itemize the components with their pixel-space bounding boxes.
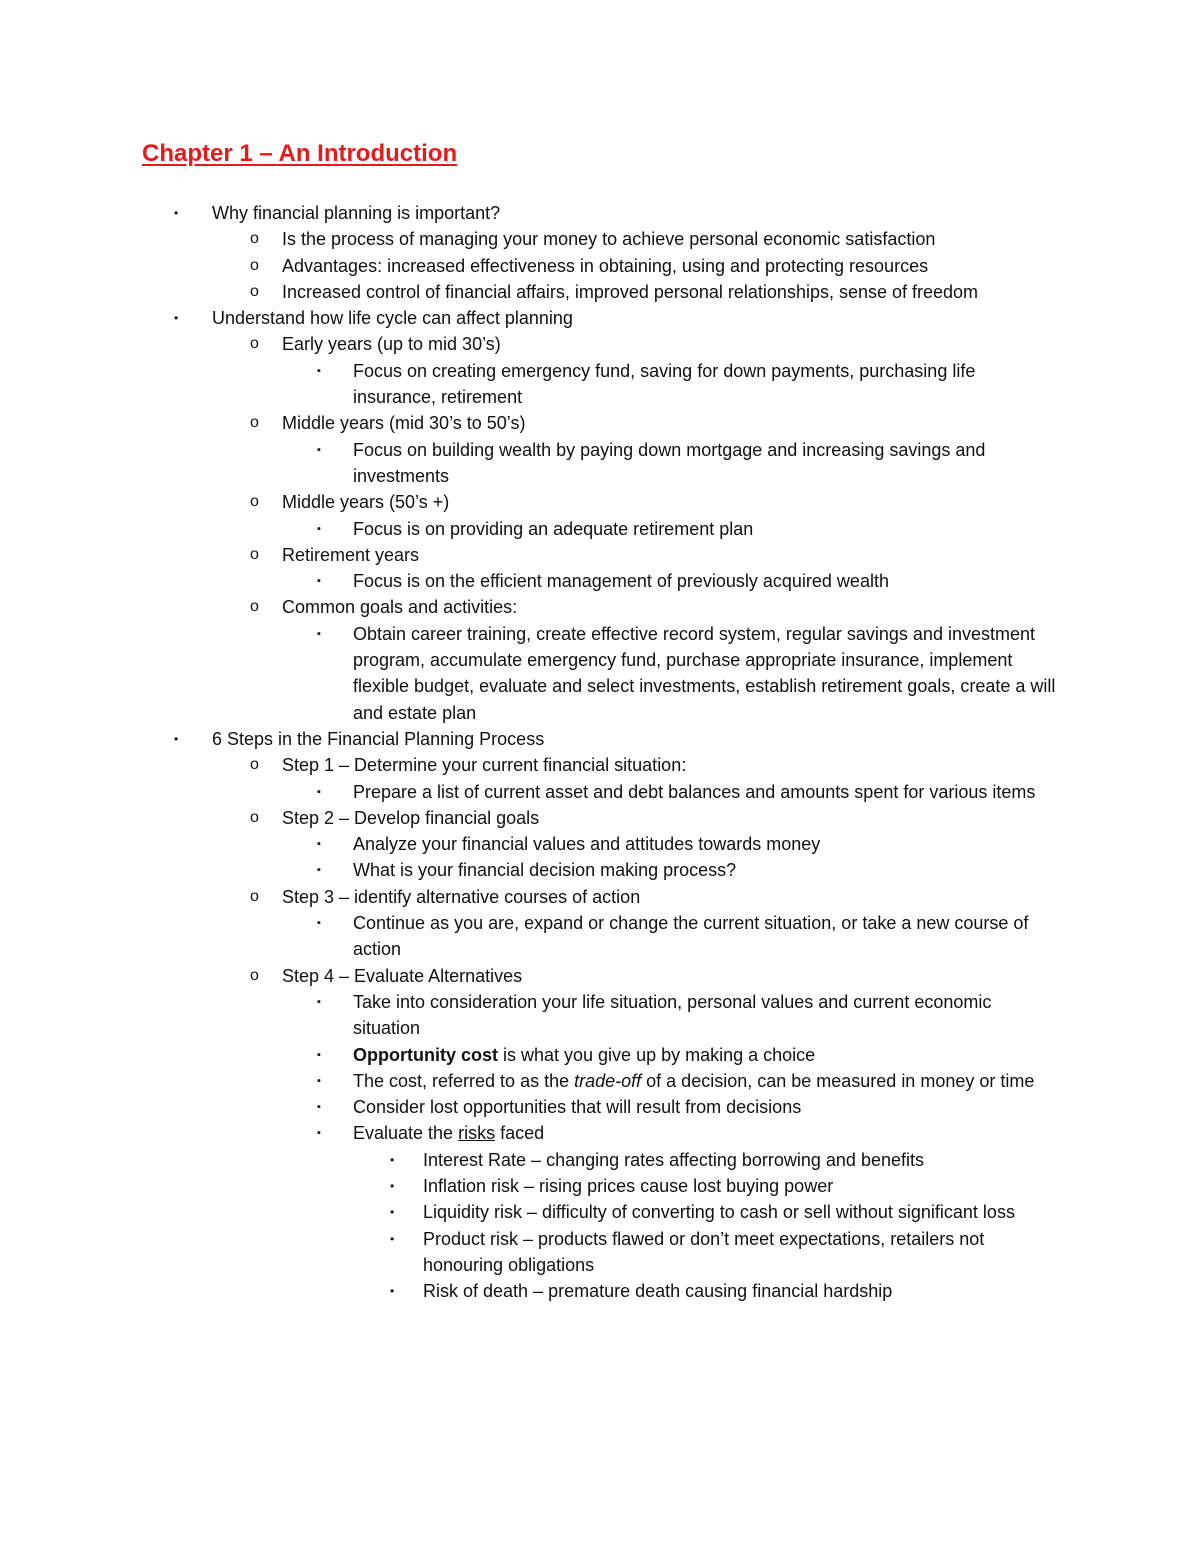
square-bullet-icon: ▪ xyxy=(317,917,321,930)
circle-bullet-icon: o xyxy=(250,887,259,905)
bullet-icon: • xyxy=(174,311,179,326)
list-item: o Increased control of financial affairs, improved personal relationships, sense of freedom xyxy=(0,279,1200,305)
circle-bullet-icon: o xyxy=(250,966,259,984)
list-item: • 6 Steps in the Financial Planning Process xyxy=(0,726,1200,752)
list-item: • Understand how life cycle can affect planning xyxy=(0,305,1200,331)
list-item: o Advantages: increased effectiveness in obtaining, using and protecting resources xyxy=(0,253,1200,279)
list-item: ▪ Focus on creating emergency fund, saving for down payments, purchasing life insurance, retirement xyxy=(0,358,1200,411)
square-bullet-icon: ▪ xyxy=(317,575,321,588)
square-bullet-icon: ▪ xyxy=(317,1127,321,1140)
list-item: o Retirement years xyxy=(0,542,1200,568)
circle-bullet-icon: o xyxy=(250,282,259,300)
square-bullet-icon: ▪ xyxy=(317,364,321,377)
list-item: o Step 2 – Develop financial goals xyxy=(0,805,1200,831)
trade-off-term: trade-off xyxy=(574,1070,642,1091)
list-item: • Risk of death – premature death causing financial hardship xyxy=(0,1278,1200,1304)
circle-bullet-icon: o xyxy=(250,230,259,248)
list-item: ▪ Take into consideration your life situation, personal values and current economic situation xyxy=(0,989,1200,1042)
square-bullet-icon: ▪ xyxy=(317,443,321,456)
list-item: o Middle years (50’s +) xyxy=(0,489,1200,515)
list-item: ▪ Opportunity cost is what you give up by making a choice xyxy=(0,1042,1200,1068)
list-item: o Step 4 – Evaluate Alternatives xyxy=(0,963,1200,989)
list-item: o Step 3 – identify alternative courses of action xyxy=(0,884,1200,910)
notes-outline xyxy=(0,200,1200,1304)
list-item: ▪ Focus is on the efficient management of previously acquired wealth xyxy=(0,568,1200,594)
bullet-icon: • xyxy=(174,206,179,220)
square-bullet-icon: ▪ xyxy=(317,1074,321,1087)
list-item: ▪ Continue as you are, expand or change the current situation, or take a new course of action xyxy=(0,910,1200,963)
list-item: ▪ Evaluate the risks faced xyxy=(0,1120,1200,1146)
list-item: • Inflation risk – rising prices cause lost buying power xyxy=(0,1173,1200,1199)
list-item: • Liquidity risk – difficulty of converting to cash or sell without significant loss xyxy=(0,1199,1200,1225)
circle-bullet-icon: o xyxy=(250,493,259,511)
square-bullet-icon: ▪ xyxy=(317,1101,321,1114)
circle-bullet-icon: o xyxy=(250,335,259,353)
bullet-icon: • xyxy=(390,1231,395,1246)
list-item: ▪ Consider lost opportunities that will result from decisions xyxy=(0,1094,1200,1120)
circle-bullet-icon: o xyxy=(250,756,259,774)
circle-bullet-icon: o xyxy=(250,545,259,563)
circle-bullet-icon: o xyxy=(250,598,259,616)
opportunity-cost-term: Opportunity cost xyxy=(353,1044,498,1065)
page-title: Chapter 1 – An Introduction xyxy=(142,140,458,167)
circle-bullet-icon: o xyxy=(250,414,259,432)
list-item: o Step 1 – Determine your current financial situation: xyxy=(0,752,1200,778)
square-bullet-icon: ▪ xyxy=(317,627,321,640)
list-item: • Interest Rate – changing rates affecting borrowing and benefits xyxy=(0,1147,1200,1173)
bullet-icon: • xyxy=(390,1205,395,1220)
bullet-icon: • xyxy=(390,1152,395,1167)
list-item: o Common goals and activities: xyxy=(0,594,1200,620)
list-item: ▪ Focus is on providing an adequate retirement plan xyxy=(0,516,1200,542)
circle-bullet-icon: o xyxy=(250,256,259,274)
square-bullet-icon: ▪ xyxy=(317,864,321,877)
list-item: ▪ Analyze your financial values and attitudes towards money xyxy=(0,831,1200,857)
square-bullet-icon: ▪ xyxy=(317,522,321,535)
list-item: • Why financial planning is important? xyxy=(0,200,1200,226)
list-item: ▪ The cost, referred to as the trade-off of a decision, can be measured in money or time xyxy=(0,1068,1200,1094)
square-bullet-icon: ▪ xyxy=(317,995,321,1008)
list-item: ▪ What is your financial decision making process? xyxy=(0,857,1200,883)
risks-term: risks xyxy=(458,1123,496,1144)
list-item: o Middle years (mid 30’s to 50’s) xyxy=(0,410,1200,436)
list-item: • Product risk – products flawed or don’t meet expectations, retailers not honouring obligations xyxy=(0,1226,1200,1279)
list-item: ▪ Obtain career training, create effective record system, regular savings and investment program, accumulate emergency fund, purchase appropriate insurance, implement flexible budget, evaluate and select investments, establish retirement goals, create a will and estate plan xyxy=(0,621,1200,726)
square-bullet-icon: ▪ xyxy=(317,785,321,798)
list-item: o Is the process of managing your money to achieve personal economic satisfaction xyxy=(0,226,1200,252)
bullet-icon: • xyxy=(390,1284,395,1299)
list-item: ▪ Prepare a list of current asset and debt balances and amounts spent for various items xyxy=(0,779,1200,805)
square-bullet-icon: ▪ xyxy=(317,1048,321,1061)
bullet-icon: • xyxy=(390,1178,395,1193)
square-bullet-icon: ▪ xyxy=(317,838,321,851)
circle-bullet-icon: o xyxy=(250,808,259,826)
bullet-icon: • xyxy=(174,731,179,746)
list-item: o Early years (up to mid 30’s) xyxy=(0,331,1200,357)
list-item: ▪ Focus on building wealth by paying down mortgage and increasing savings and investments xyxy=(0,437,1200,490)
